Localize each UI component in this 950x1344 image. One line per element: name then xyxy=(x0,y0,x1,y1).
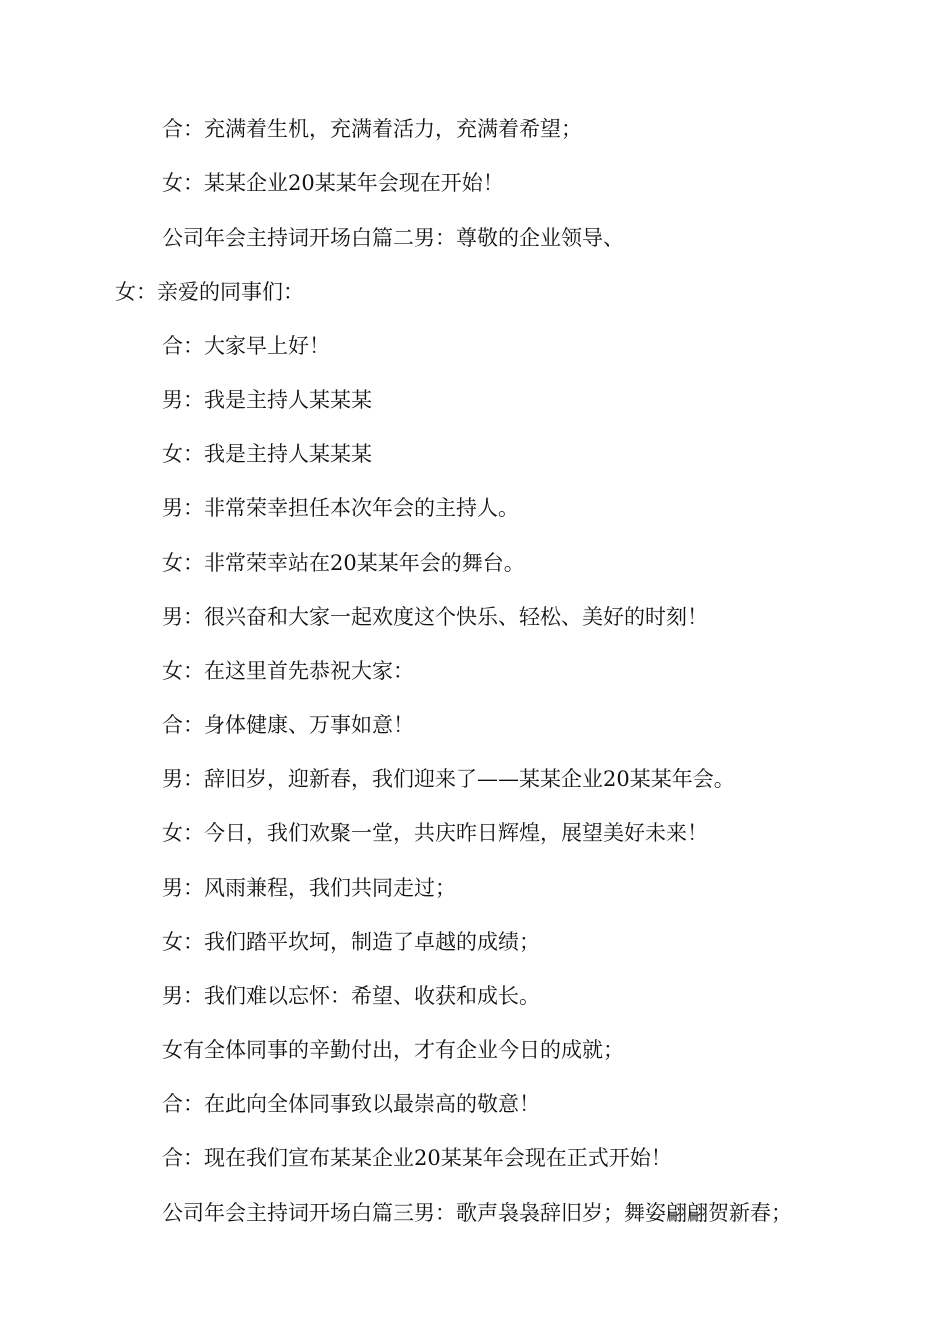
text-line: 男：非常荣幸担任本次年会的主持人。 xyxy=(162,496,519,520)
text-line: 女：我是主持人某某某 xyxy=(162,442,372,466)
text-line: 公司年会主持词开场白篇二男：尊敬的企业领导、 xyxy=(162,226,624,250)
text-line: 合：身体健康、万事如意！ xyxy=(162,713,414,737)
text-line: 男：辞旧岁，迎新春，我们迎来了——某某企业20某某年会。 xyxy=(162,767,735,791)
text-line: 合：在此向全体同事致以最崇高的敬意！ xyxy=(162,1092,540,1116)
text-line: 女：在这里首先恭祝大家： xyxy=(162,659,414,683)
text-line: 男：很兴奋和大家一起欢度这个快乐、轻松、美好的时刻！ xyxy=(162,605,708,629)
text-line: 合：现在我们宣布某某企业20某某年会现在正式开始！ xyxy=(162,1146,672,1170)
text-line: 合：大家早上好！ xyxy=(162,334,330,358)
text-line: 女：非常荣幸站在20某某年会的舞台。 xyxy=(162,551,525,575)
text-line: 公司年会主持词开场白篇三男：歌声袅袅辞旧岁；舞姿翩翩贺新春； xyxy=(162,1201,792,1225)
text-line: 女：某某企业20某某年会现在开始！ xyxy=(162,171,504,195)
text-line: 合：充满着生机，充满着活力，充满着希望； xyxy=(162,117,582,141)
text-line: 男：我是主持人某某某 xyxy=(162,388,372,412)
text-line: 女：我们踏平坎坷，制造了卓越的成绩； xyxy=(162,930,540,954)
text-line: 女：亲爱的同事们： xyxy=(115,280,304,304)
text-line: 男：风雨兼程，我们共同走过； xyxy=(162,876,456,900)
text-line: 女：今日，我们欢聚一堂，共庆昨日辉煌，展望美好未来！ xyxy=(162,821,708,845)
text-line: 男：我们难以忘怀：希望、收获和成长。 xyxy=(162,984,540,1008)
text-line: 女有全体同事的辛勤付出，才有企业今日的成就； xyxy=(162,1038,624,1062)
